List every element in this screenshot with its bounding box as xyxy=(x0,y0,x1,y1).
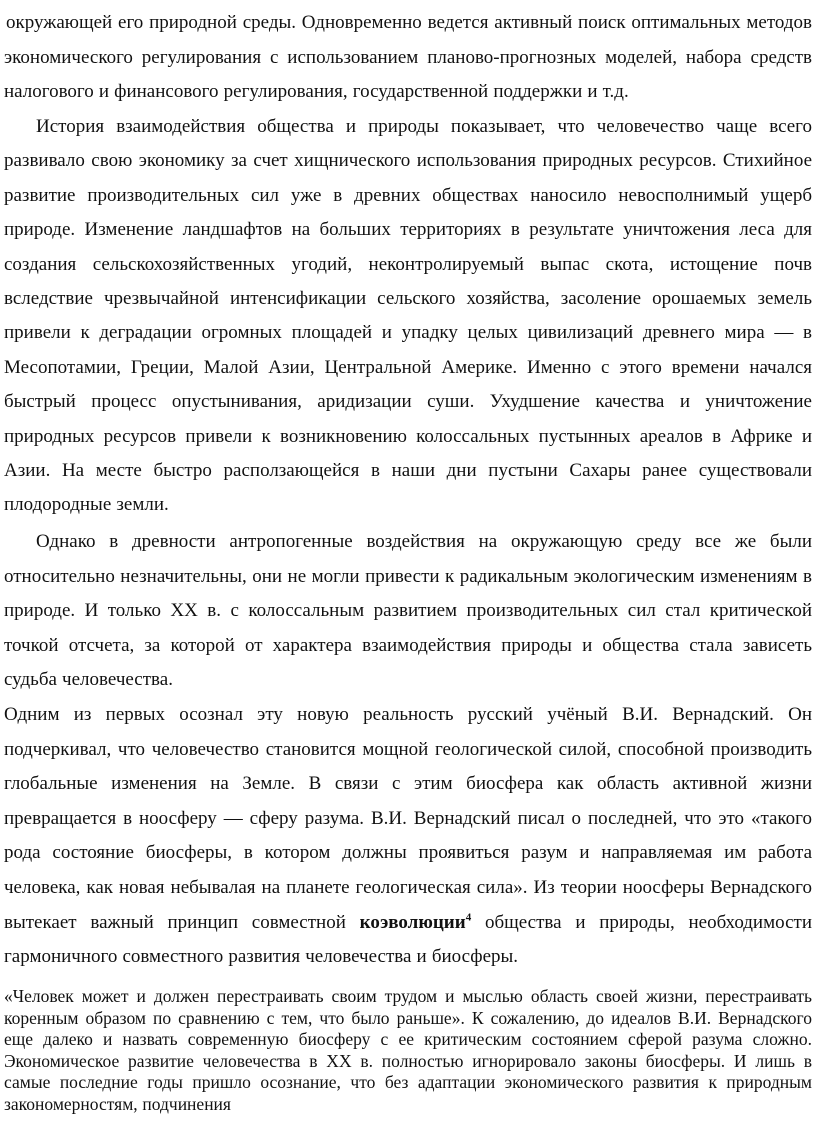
paragraph-1: окружающей его природной среды. Одновременно ведется активный поиск оптимальных методов экономического регулирования с использованием планово-прогнозных моделей, набора средств налогового и финансового регулирования, государственной поддержки и т.д. xyxy=(4,12,812,102)
paragraph-2: История взаимодействия общества и природы показывает, что человечество чаще всего развивало свою экономику за счет хищнического использования природных ресурсов. Стихийное развитие производительных сил уже в древних обществах наносило невосполнимый ущерб природе. Изменение ландшафтов на больших территориях в результате уничтожения леса для создания сельскохозяйственных угодий, неконтролируемый выпас скота, истощение почв вследствие чрезвычайной интенсификации сельского хозяйства, засоление орошаемых земель привели к деградации огромных площадей и упадку целых цивилизаций древнего мира — в Месопотамии, Греции, Малой Азии, Центральной Америке. Именно с этого времени начался быстрый процесс опустынивания, аридизации суши. Ухудшение качества и уничтожение природных ресурсов привели к возникновению колоссальных пустынных ареалов в Африке и Азии. На месте быстро расползающейся в наши дни пустыни Сахары ранее существовали плодородные земли. xyxy=(4,116,812,516)
paragraph-4 xyxy=(4,698,812,975)
paragraph-4-text-before: Одним из первых осознал эту новую реальность русский учёный В.И. Вернадский. Он подчеркивал, что человечество становится мощной геологической силой, способной производить глобальные изменения на Земле. В связи с этим биосфера как область активной жизни превращается в ноосферу — сферу разума. В.И. Вернадский писал о последней, что это «такого рода состояние биосферы, в котором должны проявиться разум и направляемая им работа человека, как новая небывалая на планете геологическая сила». Из теории ноосферы Вернадского вытекает важный принцип совместной xyxy=(4,704,812,933)
paragraph-3: Однако в древности антропогенные воздействия на окружающую среду все же были относительно незначительны, они не могли привести к радикальным экологическим изменениям в природе. И только XX в. с колоссальным развитием производительных сил стал критической точкой отсчета, за которой от характера взаимодействия природы и общества стала зависеть судьба человечества. xyxy=(4,531,812,690)
paragraph-5-quote: «Человек может и должен перестраивать своим трудом и мыслью область своей жизни, перестраивать коренным образом по сравнению с тем, что было раньше». К сожалению, до идеалов В.И. Вернадского еще далеко и назвать современную биосферу с ее критическим состоянием сферой разума сложно. Экономическое развитие человечества в XX в. полностью игнорировало законы биосферы. И лишь в самые последние годы пришло осознание, что без адаптации экономического развития к природным закономерностям, подчинения xyxy=(4,986,812,1114)
term-coevolution: коэволюции xyxy=(359,911,466,933)
footnote-ref: 4 xyxy=(465,911,472,924)
paragraph-4-text-after: общества и природы, необходимости гармоничного совместного развития человечества и биосферы. xyxy=(4,911,813,968)
